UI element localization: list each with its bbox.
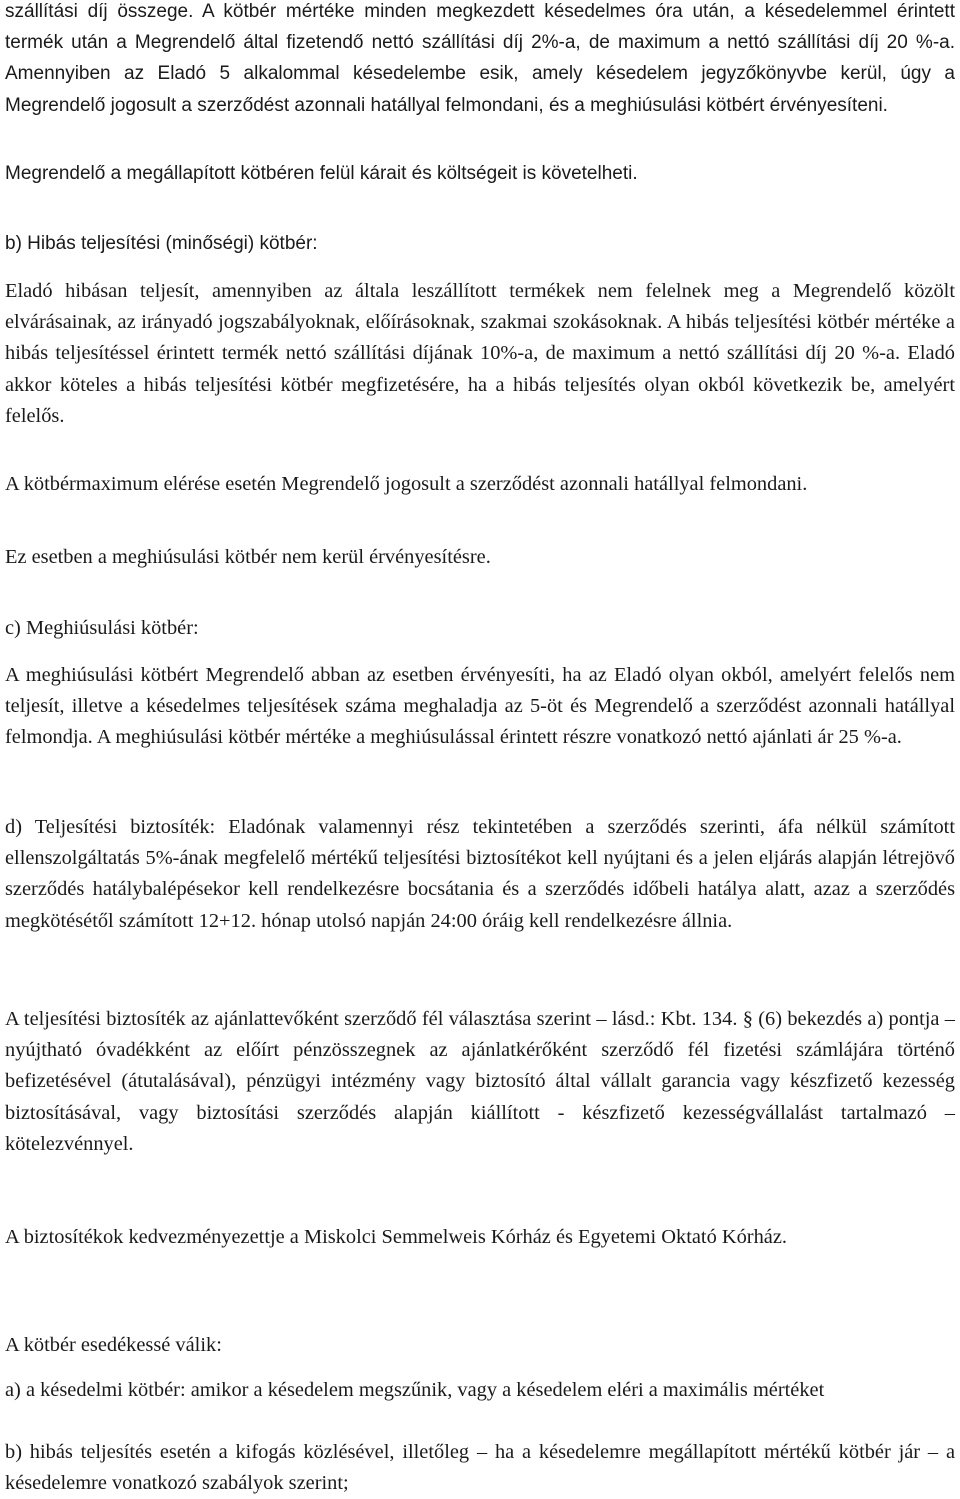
section-b-paragraph-1: Eladó hibásan teljesít, amennyiben az általa leszállított termékek nem felelnek meg a Megrendelő közölt elvárásainak, az irányadó jogszabályoknak, előírásoknak, szakmai szokásoknak. A hibás teljesítési kötbér mértéke a hibás teljesítéssel érintett termék nettó szállítási díjának 10%-a, de maximum a nettó szállítási díj 20 %-a. Eladó akkor köteles a hibás teljesítési kötbér megfizetésére, ha a hibás teljesítés olyan okból következik be, amelyért felelős.	[5, 280, 955, 427]
intro-paragraph: szállítási díj összege. A kötbér mértéke minden megkezdett késedelmes óra után, a késedelemmel érintett termék után a Megrendelő által fizetendő nettó szállítási díj 2%-a, de maximum a nettó szállítási díj 20 %-a. Amennyiben az Eladó 5 alkalommal késedelembe esik, amely késedelem jegyzőkönyvbe kerül, úgy a Megrendelő jogosult a szerződést azonnali hatállyal felmondani, és a meghiúsulási kötbért érvényesíteni.	[5, 1, 955, 116]
section-b-paragraph-2: A kötbérmaximum elérése esetén Megrendelő jogosult a szerződést azonnali hatállyal felmondani.	[5, 473, 808, 495]
due-heading: A kötbér esedékessé válik:	[5, 1334, 222, 1356]
claims-paragraph: Megrendelő a megállapított kötbéren felül kárait és költségeit is követelheti.	[5, 163, 638, 184]
section-b-paragraph-3: Ez esetben a meghiúsulási kötbér nem kerül érvényesítésre.	[5, 546, 491, 568]
section-d-paragraph: d) Teljesítési biztosíték: Eladónak valamennyi rész tekintetében a szerződés szerinti, áfa nélkül számított ellenszolgáltatás 5%-ának megfelelő mértékű teljesítési biztosítékot kell nyújtani és a jelen eljárás alapján létrejövő szerződés hatálybalépésekor kell rendelkezésre bocsátania és a szerződés időbeli hatálya alatt, azaz a szerződés megkötésétől számított 12+12. hónap utolsó napján 24:00 óráig kell rendelkezésre állnia.	[5, 816, 955, 932]
due-item-b: b) hibás teljesítés esetén a kifogás közlésével, illetőleg – ha a késedelemre megállapított mértékű kötbér jár – a késedelemre vonatkozó szabályok szerint;	[5, 1441, 955, 1495]
section-c-heading: c) Meghiúsulási kötbér:	[5, 617, 199, 639]
beneficiary-paragraph: A biztosítékok kedvezményezettje a Miskolci Semmelweis Kórház és Egyetemi Oktató Kórház.	[5, 1226, 787, 1248]
due-item-a: a) a késedelmi kötbér: amikor a késedelem megszűnik, vagy a késedelem eléri a maximális mértéket	[5, 1379, 825, 1401]
section-b-heading: b) Hibás teljesítési (minőségi) kötbér:	[5, 233, 318, 254]
section-c-paragraph: A meghiúsulási kötbért Megrendelő abban az esetben érvényesíti, ha az Eladó olyan okból, amelyért felelős nem teljesít, illetve a késedelmes teljesítések száma meghaladja az 5-öt és Megrendelő a szerződést azonnali hatállyal felmondja. A meghiúsulási kötbér mértéke a meghiúsulással érintett részre vonatkozó nettó ajánlati ár 25 %-a.	[5, 664, 955, 749]
guarantee-paragraph: A teljesítési biztosíték az ajánlattevőként szerződő fél választása szerint – lásd.: Kbt. 134. § (6) bekezdés a) pontja – nyújtható óvadékként az előírt pénzösszegnek az ajánlatkérőként szerződő fél fizetési számlájára történő befizetésével (átutalásával), pénzügyi intézmény vagy biztosító által vállalt garancia vagy készfizető kezesség biztosításával, vagy biztosítási szerződés alapján kiállított - készfizető kezességvállalást tartalmazó – kötelezvénnyel.	[5, 1008, 955, 1155]
